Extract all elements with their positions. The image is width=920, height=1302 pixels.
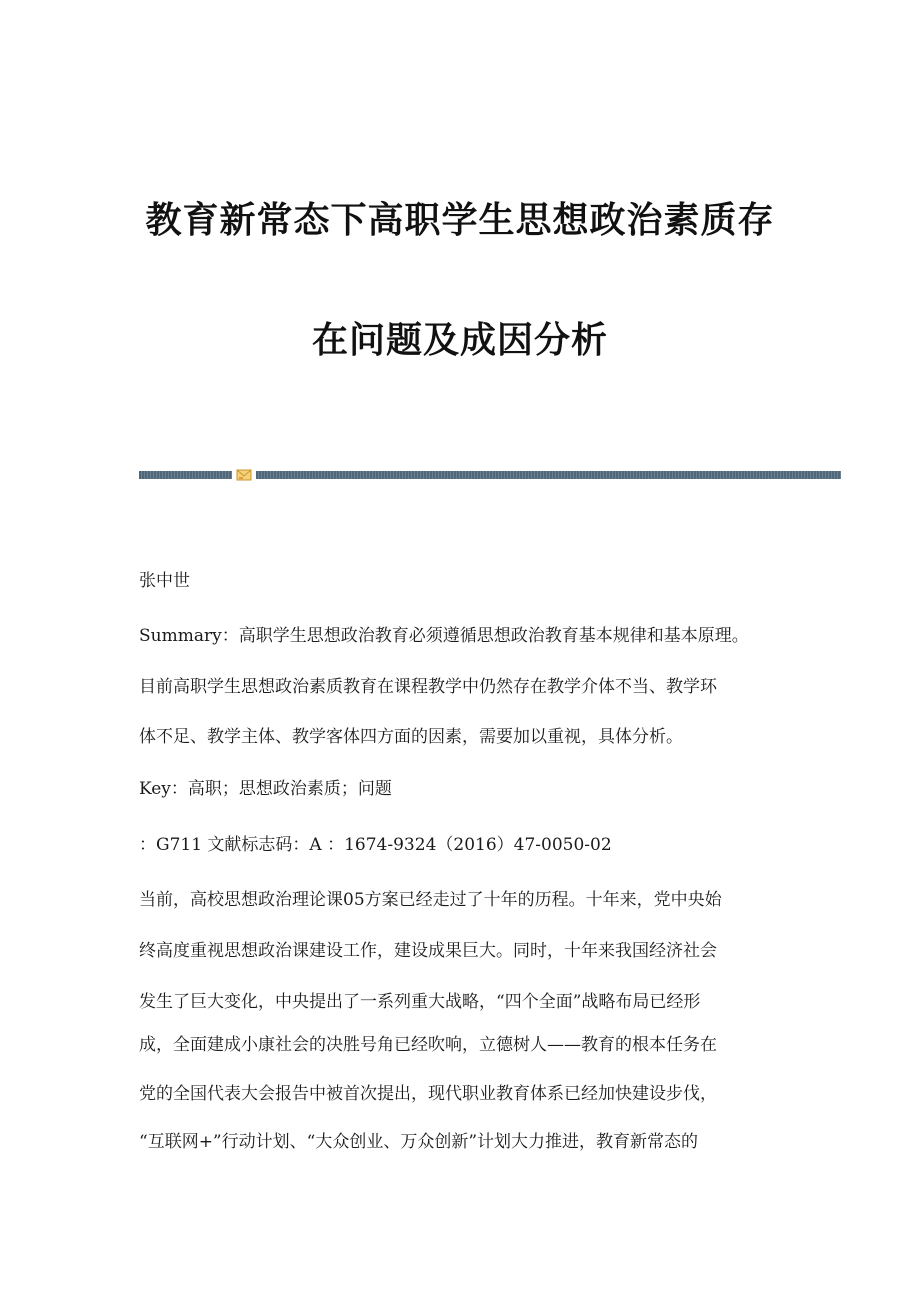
title-line-2: 在问题及成因分析	[311, 320, 608, 361]
divider-bar-right	[256, 471, 841, 479]
keywords: Key：高职；思想政治素质；问题	[139, 779, 392, 799]
body-line-1: 当前，高校思想政治理论课05方案已经走过了十年的历程。十年来，党中央始	[139, 890, 722, 910]
divider-bar-left	[139, 471, 232, 479]
body-line-4: 成，全面建成小康社会的决胜号角已经吹响，立德树人——教育的根本任务在	[139, 1035, 717, 1055]
envelope-ornament-icon	[236, 468, 252, 482]
body-line-5: 党的全国代表大会报告中被首次提出，现代职业教育体系已经加快建设步伐，	[139, 1084, 717, 1104]
title-line-1: 教育新常态下高职学生思想政治素质存	[145, 200, 775, 241]
summary-line-3: 体不足、教学主体、教学客体四方面的因素，需要加以重视，具体分析。	[139, 727, 683, 747]
body-line-6: “互联网+”行动计划、“大众创业、万众创新”计划大力推进，教育新常态的	[139, 1132, 699, 1152]
author: 张中世	[139, 571, 190, 591]
summary-line-2: 目前高职学生思想政治素质教育在课程教学中仍然存在教学介体不当、教学环	[139, 677, 717, 697]
summary-line-1: Summary：高职学生思想政治教育必须遵循思想政治教育基本规律和基本原理。	[139, 626, 749, 646]
classification: ：G711 文献标志码：A ：1674-9324（2016）47-0050-02	[139, 835, 612, 855]
body-line-2: 终高度重视思想政治课建设工作，建设成果巨大。同时，十年来我国经济社会	[139, 941, 717, 961]
body-line-3: 发生了巨大变化，中央提出了一系列重大战略，“四个全面”战略布局已经形	[139, 992, 701, 1012]
title-divider	[139, 471, 841, 479]
